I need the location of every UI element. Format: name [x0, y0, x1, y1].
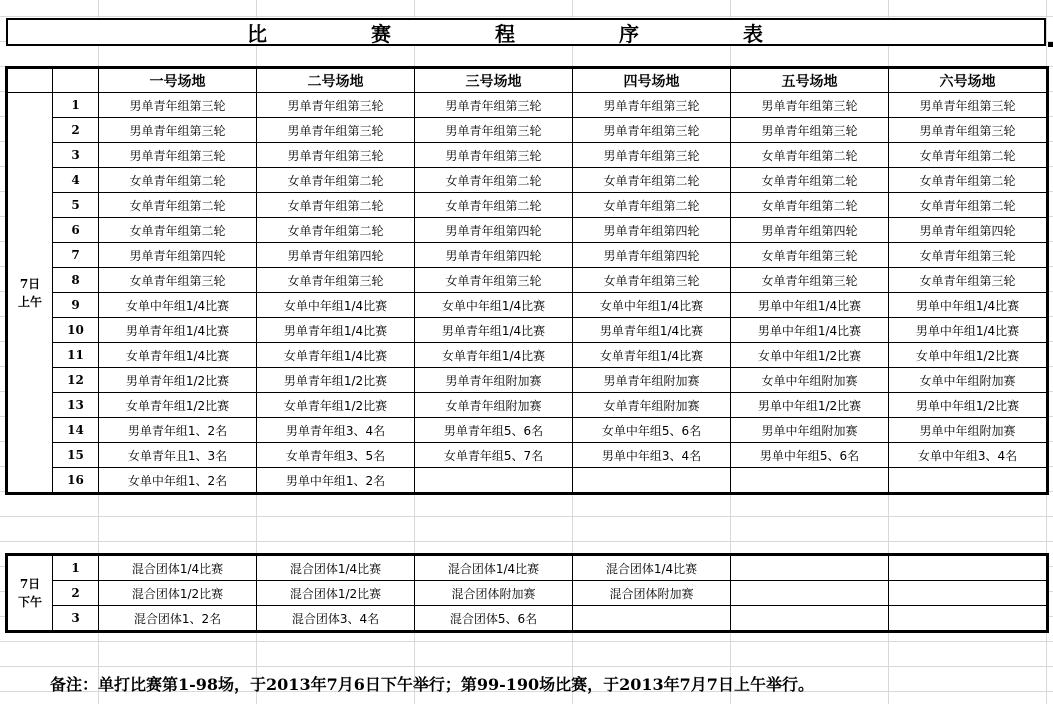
- match-cell: 女单青年组1/2比赛: [99, 393, 257, 418]
- match-cell: 男单中年组1/2比赛: [889, 393, 1047, 418]
- schedule-row: [8, 556, 1047, 581]
- match-cell: 男单青年组第三轮: [731, 93, 889, 118]
- match-cell: 混合团体5、6名: [415, 606, 573, 631]
- match-cell: 男单青年组第三轮: [889, 93, 1047, 118]
- match-cell: 女单青年组第三轮: [415, 268, 573, 293]
- match-cell: 女单中年组1/2比赛: [889, 343, 1047, 368]
- schedule-row: [8, 168, 1047, 193]
- match-cell: 女单青年组第二轮: [731, 143, 889, 168]
- match-cell: 女单青年组第三轮: [257, 268, 415, 293]
- match-cell: 女单中年组附加赛: [889, 368, 1047, 393]
- schedule-row: [8, 368, 1047, 393]
- match-cell: 男单中年组1/4比赛: [889, 318, 1047, 343]
- match-cell: 女单中年组1/4比赛: [415, 293, 573, 318]
- match-cell: 男单中年组附加赛: [731, 418, 889, 443]
- schedule-row: [8, 443, 1047, 468]
- match-cell: 男单青年组3、4名: [257, 418, 415, 443]
- match-cell: 女单青年组第三轮: [731, 243, 889, 268]
- match-cell: 男单青年组第四轮: [415, 218, 573, 243]
- match-cell: 男单青年组第三轮: [889, 118, 1047, 143]
- match-cell: 男单青年组第三轮: [99, 93, 257, 118]
- match-cell: [889, 468, 1047, 493]
- match-number: 9: [53, 293, 99, 318]
- match-cell: 男单中年组1/4比赛: [889, 293, 1047, 318]
- match-number: 14: [53, 418, 99, 443]
- match-cell: 混合团体附加赛: [415, 581, 573, 606]
- match-number: 2: [53, 581, 99, 606]
- match-cell: 女单青年组第二轮: [257, 168, 415, 193]
- schedule-row: [8, 468, 1047, 493]
- match-cell: 女单青年组3、5名: [257, 443, 415, 468]
- match-cell: 男单青年组第三轮: [731, 118, 889, 143]
- match-cell: 女单青年组第二轮: [257, 193, 415, 218]
- match-cell: 男单青年组第三轮: [573, 93, 731, 118]
- match-cell: 女单青年组第二轮: [573, 168, 731, 193]
- match-cell: [731, 606, 889, 631]
- match-cell: 男单青年组第三轮: [415, 143, 573, 168]
- match-cell: 女单中年组1/2比赛: [731, 343, 889, 368]
- match-cell: 女单青年组第二轮: [889, 193, 1047, 218]
- match-cell: 女单青年组第三轮: [731, 268, 889, 293]
- match-cell: 男单青年组第三轮: [415, 93, 573, 118]
- match-cell: 女单中年组1、2名: [99, 468, 257, 493]
- match-cell: 女单青年组第二轮: [889, 168, 1047, 193]
- match-cell: 男单青年组第三轮: [257, 93, 415, 118]
- schedule-row: [8, 343, 1047, 368]
- match-cell: 女单青年组第二轮: [415, 168, 573, 193]
- match-number: 16: [53, 468, 99, 493]
- match-cell: 男单青年组5、6名: [415, 418, 573, 443]
- match-cell: 男单青年组第三轮: [573, 143, 731, 168]
- match-cell: 女单青年且1、3名: [99, 443, 257, 468]
- match-cell: 女单青年组5、7名: [415, 443, 573, 468]
- venue-header: 四号场地: [573, 69, 731, 93]
- match-cell: 男单青年组第三轮: [573, 118, 731, 143]
- match-cell: 女单青年组第三轮: [889, 268, 1047, 293]
- match-cell: 男单青年组第三轮: [257, 143, 415, 168]
- match-cell: 混合团体1/4比赛: [573, 556, 731, 581]
- venue-header: 六号场地: [889, 69, 1047, 93]
- match-cell: 男单青年组1/4比赛: [415, 318, 573, 343]
- match-number: 3: [53, 143, 99, 168]
- match-cell: [889, 606, 1047, 631]
- match-cell: 男单青年组第三轮: [415, 118, 573, 143]
- match-cell: 男单中年组1/4比赛: [731, 293, 889, 318]
- schedule-row: [8, 118, 1047, 143]
- match-cell: 男单青年组第四轮: [573, 243, 731, 268]
- corner-cell: [53, 69, 99, 93]
- match-cell: 男单青年组1/2比赛: [257, 368, 415, 393]
- schedule-row: [8, 606, 1047, 631]
- match-cell: [573, 468, 731, 493]
- match-number: 1: [53, 556, 99, 581]
- venue-header: 五号场地: [731, 69, 889, 93]
- venue-header: 三号场地: [415, 69, 573, 93]
- match-cell: 男单青年组第四轮: [415, 243, 573, 268]
- schedule-row: [8, 93, 1047, 118]
- match-cell: [573, 606, 731, 631]
- match-cell: 男单青年组第四轮: [731, 218, 889, 243]
- match-cell: 男单青年组第三轮: [257, 118, 415, 143]
- venue-header: 二号场地: [257, 69, 415, 93]
- match-cell: 男单青年组附加赛: [573, 368, 731, 393]
- match-cell: 女单青年组第二轮: [889, 143, 1047, 168]
- match-cell: 女单中年组5、6名: [573, 418, 731, 443]
- match-cell: 女单中年组3、4名: [889, 443, 1047, 468]
- match-number: 15: [53, 443, 99, 468]
- morning-schedule-table: [7, 68, 1047, 493]
- match-cell: 女单青年组第二轮: [731, 193, 889, 218]
- match-cell: 混合团体1/4比赛: [257, 556, 415, 581]
- schedule-row: [8, 393, 1047, 418]
- match-cell: 女单青年组第三轮: [889, 243, 1047, 268]
- match-cell: 女单青年组第二轮: [99, 193, 257, 218]
- match-number: 1: [53, 93, 99, 118]
- match-cell: 男单青年组第四轮: [889, 218, 1047, 243]
- period-half: 下午: [17, 595, 42, 609]
- match-cell: 男单中年组1、2名: [257, 468, 415, 493]
- match-cell: 女单中年组1/4比赛: [99, 293, 257, 318]
- match-cell: 男单中年组1/2比赛: [731, 393, 889, 418]
- period-day: 7日: [19, 276, 41, 291]
- match-cell: 女单青年组附加赛: [573, 393, 731, 418]
- match-number: 4: [53, 168, 99, 193]
- match-cell: 男单青年组第三轮: [99, 143, 257, 168]
- match-cell: 混合团体1/2比赛: [99, 581, 257, 606]
- match-cell: 女单青年组第二轮: [257, 218, 415, 243]
- match-cell: 女单青年组1/4比赛: [573, 343, 731, 368]
- match-cell: [889, 556, 1047, 581]
- match-number: 6: [53, 218, 99, 243]
- match-cell: 男单青年组1/4比赛: [257, 318, 415, 343]
- match-cell: 女单青年组第二轮: [415, 193, 573, 218]
- match-cell: 男单青年组1/4比赛: [99, 318, 257, 343]
- match-cell: 男单青年组1/4比赛: [573, 318, 731, 343]
- match-cell: 男单中年组5、6名: [731, 443, 889, 468]
- match-cell: [731, 556, 889, 581]
- schedule-row: [8, 418, 1047, 443]
- venue-header: 一号场地: [99, 69, 257, 93]
- match-cell: 女单中年组1/4比赛: [573, 293, 731, 318]
- match-cell: 混合团体3、4名: [257, 606, 415, 631]
- afternoon-schedule-table: [7, 555, 1047, 631]
- corner-cell: [8, 69, 53, 93]
- match-cell: 女单青年组附加赛: [415, 393, 573, 418]
- match-number: 12: [53, 368, 99, 393]
- schedule-row: [8, 193, 1047, 218]
- match-cell: 混合团体1/4比赛: [99, 556, 257, 581]
- match-cell: 混合团体1、2名: [99, 606, 257, 631]
- match-cell: 混合团体1/4比赛: [415, 556, 573, 581]
- period-half: 上午: [17, 294, 42, 309]
- period-label: [8, 556, 53, 631]
- match-number: 5: [53, 193, 99, 218]
- match-cell: 女单中年组1/4比赛: [257, 293, 415, 318]
- match-cell: 男单中年组附加赛: [889, 418, 1047, 443]
- match-cell: 女单青年组第二轮: [99, 168, 257, 193]
- match-number: 2: [53, 118, 99, 143]
- match-cell: 男单青年组第四轮: [573, 218, 731, 243]
- match-cell: 男单中年组3、4名: [573, 443, 731, 468]
- match-cell: 男单青年组附加赛: [415, 368, 573, 393]
- match-cell: 女单青年组第二轮: [99, 218, 257, 243]
- match-cell: 混合团体1/2比赛: [257, 581, 415, 606]
- match-cell: 女单青年组1/2比赛: [257, 393, 415, 418]
- match-number: 3: [53, 606, 99, 631]
- match-number: 11: [53, 343, 99, 368]
- match-cell: 女单青年组1/4比赛: [257, 343, 415, 368]
- period-label: [8, 93, 53, 493]
- match-cell: 女单青年组第三轮: [573, 268, 731, 293]
- match-cell: 男单青年组第四轮: [257, 243, 415, 268]
- match-cell: 女单青年组第二轮: [731, 168, 889, 193]
- page-title: 比 赛 程 序 表: [6, 18, 1046, 46]
- period-day: 7日: [19, 577, 41, 591]
- schedule-row: [8, 243, 1047, 268]
- match-cell: [731, 468, 889, 493]
- match-number: 13: [53, 393, 99, 418]
- match-number: 8: [53, 268, 99, 293]
- venue-header-row: [8, 69, 1047, 93]
- match-cell: 女单青年组1/4比赛: [415, 343, 573, 368]
- match-cell: 女单青年组第三轮: [99, 268, 257, 293]
- schedule-row: [8, 293, 1047, 318]
- match-cell: 女单中年组附加赛: [731, 368, 889, 393]
- match-cell: [415, 468, 573, 493]
- match-cell: 男单青年组第四轮: [99, 243, 257, 268]
- match-number: 7: [53, 243, 99, 268]
- match-cell: 女单青年组第二轮: [573, 193, 731, 218]
- schedule-row: [8, 318, 1047, 343]
- schedule-row: [8, 581, 1047, 606]
- schedule-row: [8, 143, 1047, 168]
- match-cell: 男单青年组1、2名: [99, 418, 257, 443]
- match-cell: [889, 581, 1047, 606]
- schedule-row: [8, 268, 1047, 293]
- match-cell: 混合团体附加赛: [573, 581, 731, 606]
- match-cell: 女单青年组1/4比赛: [99, 343, 257, 368]
- match-cell: 男单青年组1/2比赛: [99, 368, 257, 393]
- match-number: 10: [53, 318, 99, 343]
- match-cell: 男单中年组1/4比赛: [731, 318, 889, 343]
- footnote: 备注：单打比赛第1-98场，于2013年7月6日下午举行；第99-190场比赛，于2013年7月7日上午举行。: [50, 675, 814, 694]
- match-cell: [731, 581, 889, 606]
- schedule-row: [8, 218, 1047, 243]
- match-cell: 男单青年组第三轮: [99, 118, 257, 143]
